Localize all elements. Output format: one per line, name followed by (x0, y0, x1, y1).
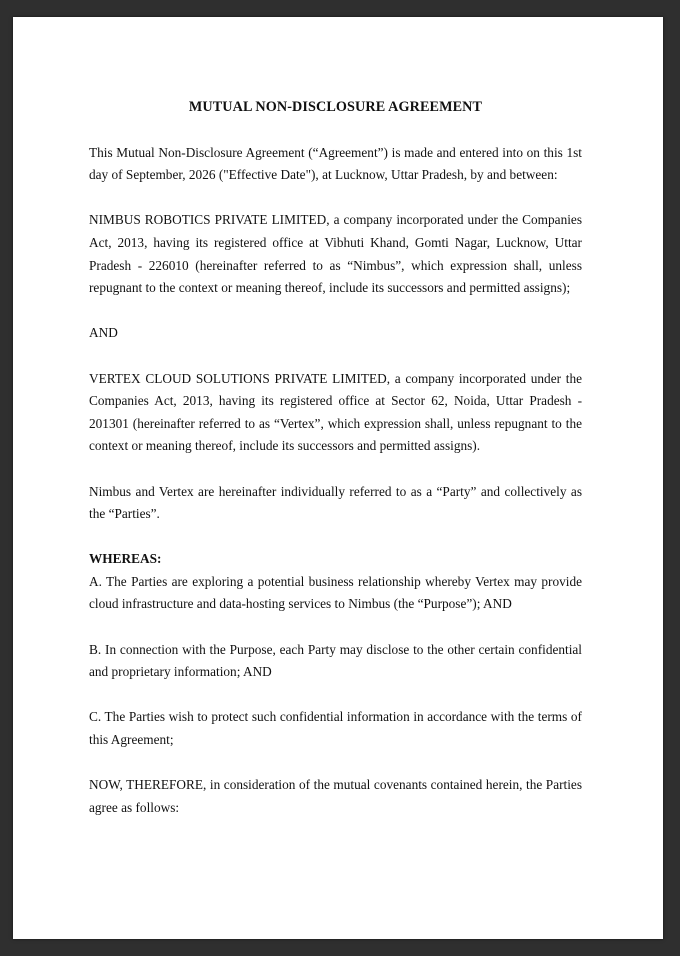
whereas-heading: WHEREAS: (89, 551, 162, 567)
document-title: MUTUAL NON-DISCLOSURE AGREEMENT (188, 99, 483, 115)
and-label: AND (89, 325, 118, 341)
party-one-paragraph: NIMBUS ROBOTICS PRIVATE LIMITED, a company incorporated under the Companies Act, 2013, having its registered office at Vibhuti Khand, Gomti Nagar, Lucknow, Uttar Pradesh - 226010 (hereinafter referred to as “Nimbus”, which expression shall, unless repugnant to the context or meaning thereof, include its successors and permitted assigns); (89, 212, 582, 296)
document-page (13, 17, 663, 939)
now-therefore-paragraph: NOW, THEREFORE, in consideration of the mutual covenants contained herein, the Parties agree as follows: (89, 777, 582, 815)
party-two-paragraph: VERTEX CLOUD SOLUTIONS PRIVATE LIMITED, a company incorporated under the Companies Act, 2013, having its registered office at Sector 62, Noida, Uttar Pradesh - 201301 (hereinafter referred to as “Vertex”, which expression shall, unless repugnant to the context or meaning thereof, include its successors and permitted assigns). (89, 370, 582, 454)
parties-definition-paragraph: Nimbus and Vertex are hereinafter individually referred to as a “Party” and collectively as the “Parties”. (89, 483, 582, 522)
recital-a: A. The Parties are exploring a potential business relationship whereby Vertex may provide cloud infrastructure and data-hosting services to Nimbus (the “Purpose”); AND (89, 573, 582, 612)
recital-b: B. In connection with the Purpose, each Party may disclose to the other certain confidential and proprietary information; AND (89, 641, 582, 680)
recital-c: C. The Parties wish to protect such confidential information in accordance with the terms of this Agreement; (89, 709, 582, 748)
intro-paragraph: This Mutual Non-Disclosure Agreement (“Agreement”) is made and entered into on this 1st day of September, 2026 ("Effective Date"), at Lucknow, Uttar Pradesh, by and between: (89, 144, 582, 183)
